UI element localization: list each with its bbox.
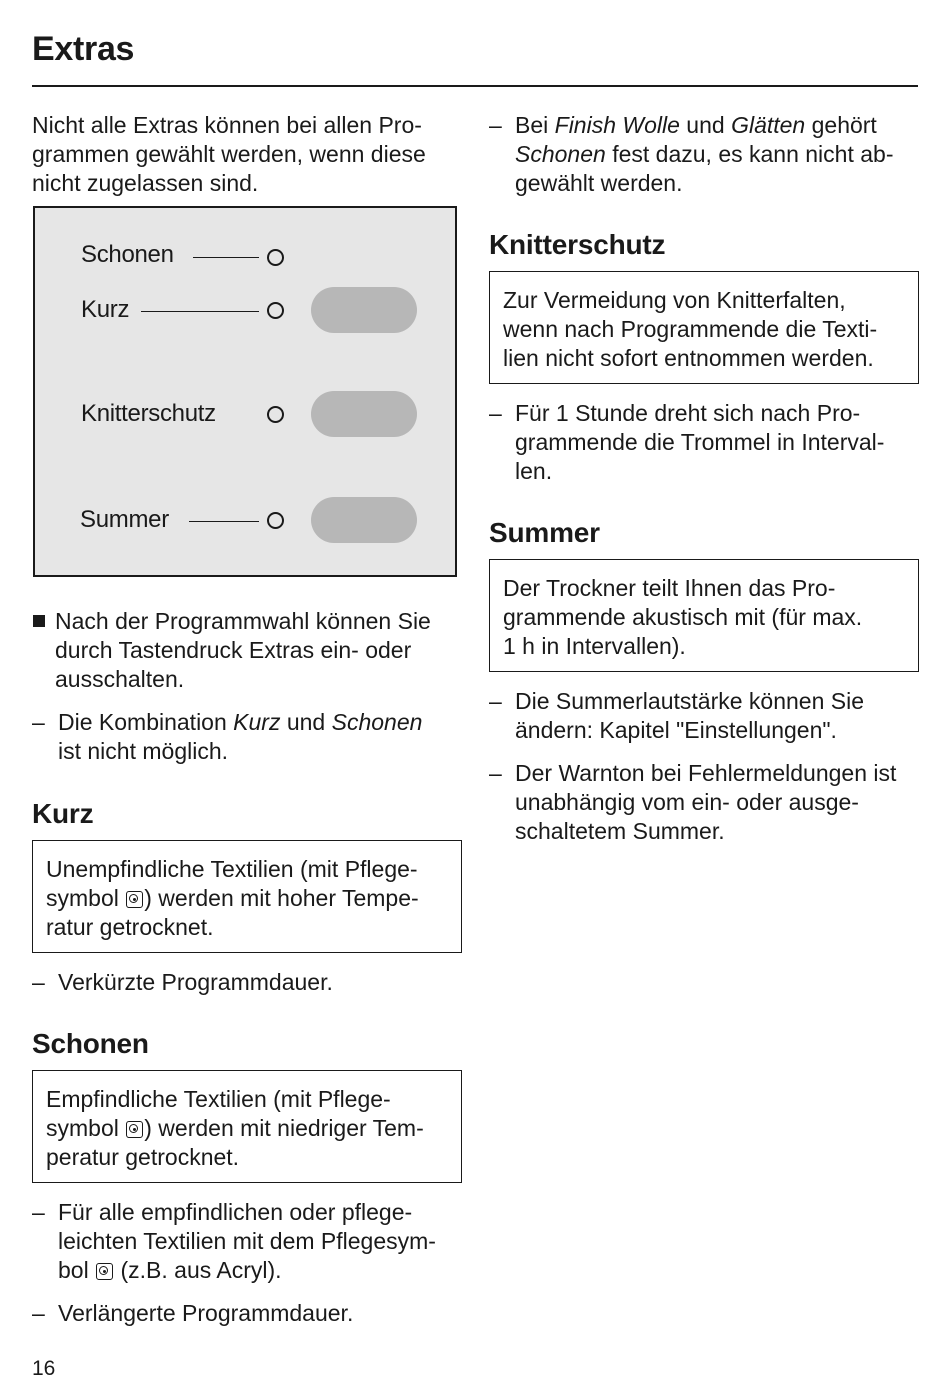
knitterschutz-info-box xyxy=(489,271,919,384)
bullet-item xyxy=(32,607,462,694)
summer-dash-item xyxy=(489,687,919,745)
combination-note xyxy=(32,708,462,766)
dash-line: Verlängerte Programmdauer. xyxy=(58,1300,354,1326)
italic-term: Finish Wolle xyxy=(554,112,680,138)
dash-mark: – xyxy=(489,400,502,426)
section-heading-kurz: Kurz xyxy=(32,798,94,829)
dash-line xyxy=(515,140,919,169)
care-symbol-icon xyxy=(126,1121,143,1138)
dash-line: unabhängig vom ein- oder ausge- xyxy=(515,789,859,815)
page-title: Extras xyxy=(32,30,135,68)
intro-line: nicht zugelassen sind. xyxy=(32,170,259,196)
dash-mark: – xyxy=(32,1199,45,1225)
summer-panel-button xyxy=(311,497,417,543)
italic-term: Kurz xyxy=(233,709,281,735)
dash-line: leichten Textilien mit dem Pflegesym- xyxy=(58,1228,436,1254)
dash-mark: – xyxy=(489,112,502,138)
box-line: Zur Vermeidung von Knitterfalten, xyxy=(503,287,846,313)
kurz-panel-button xyxy=(311,287,417,333)
right-column xyxy=(489,111,919,846)
dash-line: gewählt werden. xyxy=(515,170,683,196)
bullet-line: Nach der Programmwahl können Sie xyxy=(55,608,431,634)
schonen-dash-item xyxy=(32,1198,462,1285)
dash-line: schaltetem Summer. xyxy=(515,818,725,844)
schonen-dash-item xyxy=(32,1299,462,1328)
dash-line: len. xyxy=(515,458,553,484)
panel-label-kurz: Kurz xyxy=(81,296,130,323)
dash-line: Verkürzte Programmdauer. xyxy=(58,969,333,995)
kurz-dash-item xyxy=(32,968,462,997)
panel-leader-line xyxy=(141,311,259,312)
finish-note xyxy=(489,111,919,198)
section-heading-knitterschutz: Knitterschutz xyxy=(489,229,666,260)
box-line: Der Trockner teilt Ihnen das Pro- xyxy=(503,575,836,601)
text-run: und xyxy=(280,709,332,735)
dash-mark: – xyxy=(489,760,502,786)
dash-line: Der Warnton bei Fehlermeldungen ist xyxy=(515,760,897,786)
dash-line: Für 1 Stunde dreht sich nach Pro- xyxy=(515,400,861,426)
dash-mark: – xyxy=(32,969,45,995)
text-run: Die Kombination xyxy=(58,709,234,735)
dash-line xyxy=(515,111,919,140)
text-run: symbol xyxy=(46,1115,126,1141)
care-symbol-icon xyxy=(96,1263,113,1280)
text-run: ) werden mit hoher Tempe- xyxy=(144,885,419,911)
schonen-info-box xyxy=(32,1070,462,1183)
summer-led-icon xyxy=(267,512,284,529)
text-run: (z.B. aus Acryl). xyxy=(114,1257,282,1283)
panel-leader-line xyxy=(193,257,259,258)
schonen-led-icon xyxy=(267,249,284,266)
box-line: ratur getrocknet. xyxy=(46,914,214,940)
bullet-line: ausschalten. xyxy=(55,666,185,692)
kurz-info-box xyxy=(32,840,462,953)
intro-paragraph xyxy=(32,111,462,198)
dash-line: Die Summerlautstärke können Sie xyxy=(515,688,864,714)
dash-line xyxy=(58,1256,462,1285)
summer-info-box xyxy=(489,559,919,672)
dash-mark: – xyxy=(32,709,45,735)
text-run: symbol xyxy=(46,885,126,911)
dash-mark: – xyxy=(32,1300,45,1326)
panel-leader-line xyxy=(189,521,259,522)
box-line: lien nicht sofort entnommen werden. xyxy=(503,345,874,371)
box-line: 1 h in Intervallen). xyxy=(503,633,686,659)
box-line xyxy=(46,884,448,913)
intro-line: Nicht alle Extras können bei allen Pro- xyxy=(32,112,422,138)
italic-term: Glätten xyxy=(731,112,806,138)
combination-line: ist nicht möglich. xyxy=(58,738,229,764)
section-heading-summer: Summer xyxy=(489,517,600,548)
bullet-line: durch Tastendruck Extras ein- oder xyxy=(55,637,412,663)
box-line: Unempfindliche Textilien (mit Pflege- xyxy=(46,856,418,882)
box-line: peratur getrocknet. xyxy=(46,1144,240,1170)
intro-line: grammen gewählt werden, wenn diese xyxy=(32,141,426,167)
square-bullet-icon xyxy=(33,615,45,627)
control-panel-illustration xyxy=(33,206,457,577)
care-symbol-icon xyxy=(126,891,143,908)
text-run: ) werden mit niedriger Tem- xyxy=(144,1115,424,1141)
knitterschutz-led-icon xyxy=(267,406,284,423)
italic-term: Schonen xyxy=(515,141,606,167)
knitterschutz-dash-item xyxy=(489,399,919,486)
dash-line: Für alle empfindlichen oder pflege- xyxy=(58,1199,413,1225)
dash-mark: – xyxy=(489,688,502,714)
text-run: und xyxy=(679,112,732,138)
panel-label-knitterschutz: Knitterschutz xyxy=(81,400,216,427)
combination-line xyxy=(58,708,462,737)
box-line: Empfindliche Textilien (mit Pflege- xyxy=(46,1086,391,1112)
title-rule xyxy=(32,85,918,87)
panel-label-schonen: Schonen xyxy=(81,241,174,268)
italic-term: Schonen xyxy=(331,709,423,735)
box-line: grammende akustisch mit (für max. xyxy=(503,604,863,630)
box-line: wenn nach Programmende die Texti- xyxy=(503,316,878,342)
dash-line: grammende die Trommel in Interval- xyxy=(515,429,885,455)
text-run: gehört xyxy=(805,112,877,138)
text-run: bol xyxy=(58,1257,96,1283)
knitterschutz-panel-button xyxy=(311,391,417,437)
section-heading-schonen: Schonen xyxy=(32,1028,149,1059)
box-line xyxy=(46,1114,448,1143)
text-run: fest dazu, es kann nicht ab- xyxy=(605,141,894,167)
dash-line: ändern: Kapitel "Einstellungen". xyxy=(515,717,837,743)
text-run: Bei xyxy=(515,112,555,138)
panel-label-summer: Summer xyxy=(80,506,169,533)
kurz-led-icon xyxy=(267,302,284,319)
summer-dash-item xyxy=(489,759,919,846)
page-number: 16 xyxy=(32,1357,56,1380)
